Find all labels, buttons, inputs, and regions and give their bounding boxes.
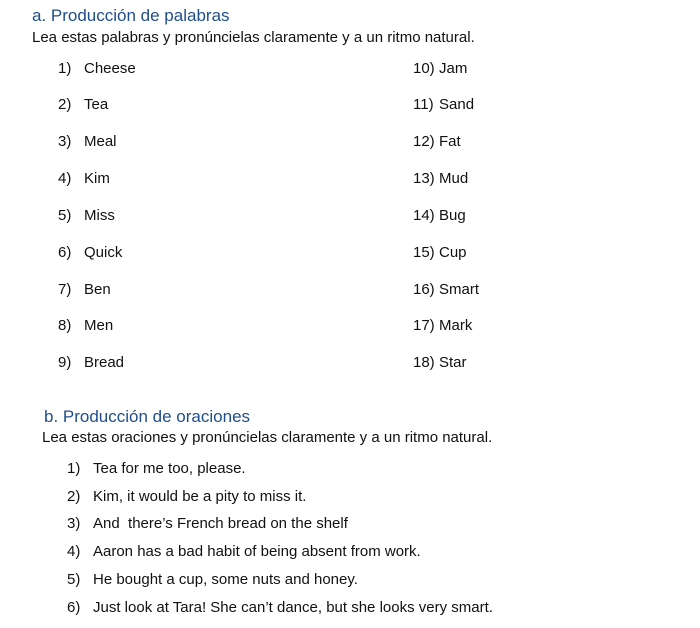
word-text: Men xyxy=(84,317,114,334)
word-text: Cup xyxy=(439,244,467,261)
sentence-text: And there’s French bread on the shelf xyxy=(93,515,348,532)
word-number: 8) xyxy=(58,317,72,334)
sentence-number: 4) xyxy=(67,543,81,560)
word-text: Tea xyxy=(84,96,109,113)
word-item xyxy=(413,316,472,336)
word-number: 5) xyxy=(58,207,72,224)
word-item xyxy=(413,169,468,189)
word-number: 4) xyxy=(58,170,72,187)
word-number: 6) xyxy=(58,244,72,261)
word-text: Bug xyxy=(439,207,466,224)
word-text: Cheese xyxy=(84,60,136,77)
word-number: 3) xyxy=(58,133,72,150)
word-number: 16) xyxy=(413,281,435,298)
sentence-item xyxy=(67,514,348,534)
section-a-instruction: Lea estas palabras y pronúncielas claramente y a un ritmo natural. xyxy=(32,29,475,46)
sentence-item xyxy=(67,570,358,590)
word-item xyxy=(413,243,467,263)
word-number: 14) xyxy=(413,207,435,224)
word-item xyxy=(58,169,110,189)
word-text: Fat xyxy=(439,133,461,150)
word-number: 10) xyxy=(413,60,435,77)
word-item xyxy=(413,95,474,115)
word-number: 7) xyxy=(58,281,72,298)
sentence-item xyxy=(67,487,306,507)
sentence-text: Tea for me too, please. xyxy=(93,460,246,477)
sentence-text: Aaron has a bad habit of being absent from work. xyxy=(93,543,421,560)
word-text: Jam xyxy=(439,60,468,77)
word-number: 18) xyxy=(413,354,435,371)
sentence-number: 6) xyxy=(67,599,81,616)
word-text: Mark xyxy=(439,317,473,334)
word-text: Star xyxy=(439,354,467,371)
section-b-instruction: Lea estas oraciones y pronúncielas claramente y a un ritmo natural. xyxy=(42,429,493,446)
word-number: 9) xyxy=(58,354,72,371)
word-item xyxy=(413,353,467,373)
word-text: Smart xyxy=(439,281,480,298)
word-number: 12) xyxy=(413,133,435,150)
section-b-heading: b. Producción de oraciones xyxy=(44,407,251,426)
word-item xyxy=(58,59,136,79)
sentence-item xyxy=(67,598,493,618)
sentence-item xyxy=(67,542,421,562)
sentence-number: 1) xyxy=(67,460,81,477)
word-text: Mud xyxy=(439,170,469,187)
sentence-number: 5) xyxy=(67,571,81,588)
word-item xyxy=(58,206,115,226)
word-item xyxy=(413,132,461,152)
sentence-text: Just look at Tara! She can’t dance, but she looks very smart. xyxy=(93,599,493,616)
word-text: Miss xyxy=(84,207,115,224)
word-text: Sand xyxy=(439,96,475,113)
word-item xyxy=(413,206,466,226)
word-text: Kim xyxy=(84,170,110,187)
sentence-number: 3) xyxy=(67,515,81,532)
sentence-item xyxy=(67,459,246,479)
sentence-text: Kim, it would be a pity to miss it. xyxy=(93,488,307,505)
word-number: 13) xyxy=(413,170,435,187)
word-item xyxy=(413,59,467,79)
word-text: Ben xyxy=(84,281,111,298)
word-item xyxy=(58,132,117,152)
word-number: 1) xyxy=(58,60,72,77)
word-item xyxy=(58,280,111,300)
sentence-text: He bought a cup, some nuts and honey. xyxy=(93,571,358,588)
section-a-heading: a. Producción de palabras xyxy=(32,6,230,25)
word-number: 17) xyxy=(413,317,435,334)
word-item xyxy=(58,95,108,115)
word-number: 15) xyxy=(413,244,435,261)
word-text: Quick xyxy=(84,244,123,261)
word-item xyxy=(58,243,122,263)
word-item xyxy=(413,280,479,300)
word-item xyxy=(58,353,124,373)
sentence-number: 2) xyxy=(67,488,81,505)
word-number: 2) xyxy=(58,96,72,113)
word-item xyxy=(58,316,113,336)
word-text: Meal xyxy=(84,133,117,150)
word-text: Bread xyxy=(84,354,125,371)
word-number: 11) xyxy=(413,96,434,113)
